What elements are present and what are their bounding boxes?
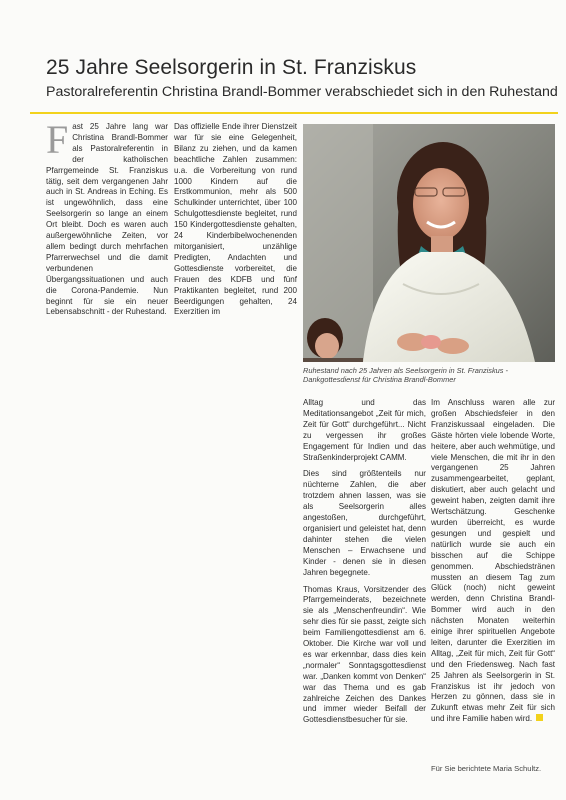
article-photo [303, 124, 555, 362]
farewell-text: Im Anschluss waren alle zur großen Abschiedsfeier in den Franziskussaal eingeladen. Die Gäste hörten viele lobende Worte, heitere, aber auch wehmütige, und viele Menschen, die mit ihr in den vergangenen 25 Jahren zusammengearbeitet, geplant, diskutiert, aber auch gelacht und geweint haben, zeigten damit ihre Wertschätzung. Geschenke wurden überreicht, es wurde gesungen und gespielt und natürlich wurde sie auch ein bisschen auf die Schippe genommen. Abschiedstränen mussten an diesem Tag zum Glück (noch) nicht geweint werden, denn Christina Brandl-Bommer wird auch in den nächsten Monaten weiterhin einige ihrer spirituellen Angebote leiten, darunter die Exerzitien im Alltag, „Zeit für mich, Zeit für Gott“ und den Friedensweg. Nach fast 25 Jahren als Seelsorgerin in St. Franziskus ist ihr jedoch von Herzen zu gönnen, dass sie in Zukunft etwas mehr Zeit für sich und ihre Familie haben wird. [431, 398, 555, 724]
intro-paragraph [46, 117, 168, 318]
column-2 [174, 122, 297, 324]
photo-caption [303, 366, 555, 384]
column-1 [46, 117, 168, 324]
paragraph-numbers: Dies sind größtenteils nur nüchterne Zahlen, die aber trotzdem ahnen lassen, was sie als Seelsorgerin alles angestoßen, durchgeführt, organisiert und geleistet hat, denn dahinter stehen die vielen Menschen – Erwachsene und Kinder - denen sie in diesen Jahren begegnete. [303, 469, 426, 577]
column-4 [431, 398, 555, 731]
article-title: 25 Jahre Seelsorgerin in St. Franziskus [46, 56, 417, 79]
end-square-icon [536, 714, 543, 721]
caption-line-1: Ruhestand nach 25 Jahren als Seelsorgerin in St. Franziskus - [303, 366, 508, 375]
dropcap-letter: F [46, 117, 69, 162]
column-3 [303, 398, 426, 732]
caption-line-2: Dankgottesdienst für Christina Brandl-Bommer [303, 375, 456, 385]
paragraph-farewell [431, 398, 555, 725]
portrait-illustration [303, 124, 555, 362]
author-credit: Für Sie berichtete Maria Schultz. [431, 764, 542, 773]
paragraph-quote: Thomas Kraus, Vorsitzender des Pfarrgemeinderats, bezeichnete sie als „Menschenfreundin“. Wie sehr dies für sie passt, zeigte sich beim Familiengottesdienst am 6. Oktober. Die Kirche war voll und es war erkennbar, dass dies kein „normaler“ Sonntagsgottesdienst war. „Danken kommt von Denken“ war das Thema und es gab zahlreiche Zeichen des Dankes und immer wieder Beifall der Gottesdienstbesucher für sie. [303, 584, 426, 725]
intro-text: ast 25 Jahre lang war Christina Brandl-Bommer als Pastoralreferentin in der katholischen Pfarrgemeinde St. Franziskus tätig, seit dem vergangenen Jahr auch in St. Andreas in Eching. Es ist ungewöhnlich, dass eine Seelsorgerin so lange an einem Ort bleibt. Doch es waren auch außergewöhnliche Zeiten, vor allem bedingt durch mehrfachen Pfarrerwechsel und die damit verbundenen Übergangssituationen und auch die Corona-Pandemie. Nun beginnt für sie ein neuer Lebensabschnitt - der Ruhestand. [46, 122, 168, 317]
paragraph-statistics: Das offizielle Ende ihrer Dienstzeit war für sie eine Gelegenheit, Bilanz zu ziehen, und da kamen beachtliche Zahlen zusammen: u.a. die Vorbereitung von rund 1000 Kindern auf die Erstkommunion, mehr als 500 Schulkinder unterrichtet, über 100 Schulgottesdienste begleitet, rund 150 Kindergottesdienste gehalten, 24 Kinderbibelwochenenden mitorganisiert, unzählige Predigten, Andachten und Gottesdienste vorbereitet, die Frauen des KDFB und fünf Praktikanten begleitet, rund 200 Beerdigungen gehalten, 24 Exerzitien im [174, 122, 297, 317]
paragraph-meditation: Alltag und das Meditationsangebot „Zeit für mich, Zeit für Gott“ durchgeführt... Nicht zu vergessen ihr großes Engagement für Indien und das Straßenkinderprojekt CAMM. [303, 398, 426, 462]
yellow-divider [30, 112, 558, 114]
article-subtitle: Pastoralreferentin Christina Brandl-Bommer verabschiedet sich in den Ruhestand [46, 84, 558, 100]
